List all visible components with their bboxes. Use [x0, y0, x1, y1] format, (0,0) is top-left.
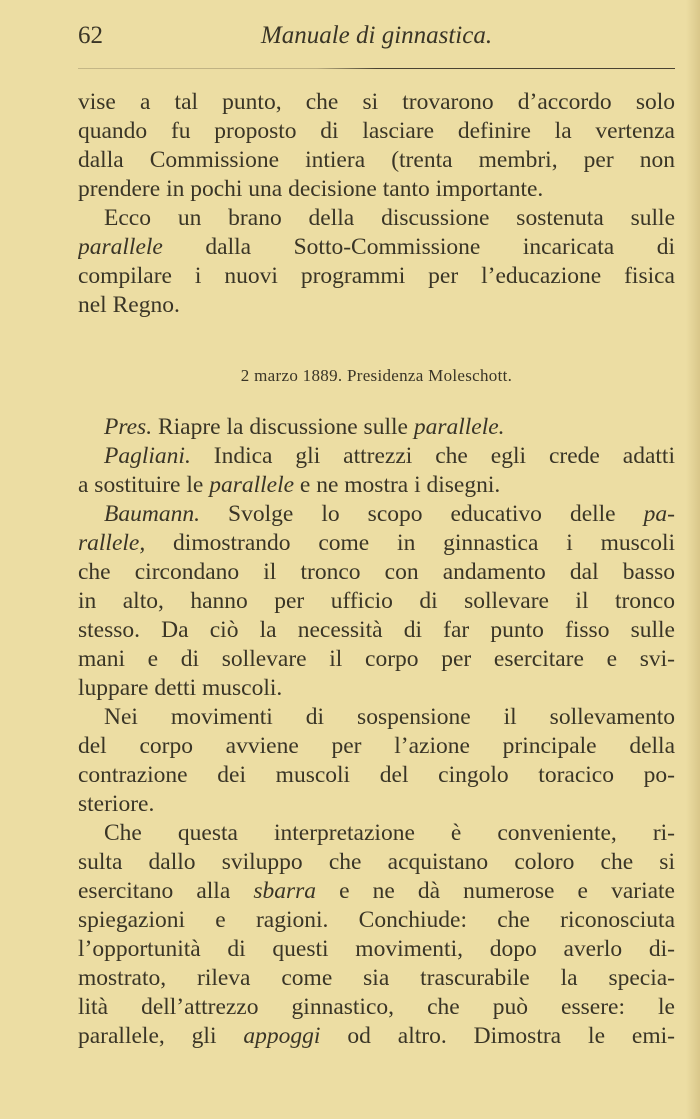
text-segment: esercitano alla	[78, 878, 254, 904]
text-line	[78, 117, 675, 146]
text-segment: contrazione dei muscoli del cingolo toracico po-	[78, 762, 675, 788]
text-line	[78, 291, 675, 320]
text-line	[78, 645, 675, 674]
text-line	[78, 674, 675, 703]
text-segment: spiegazioni e ragioni. Conchiude: che riconosciuta	[78, 907, 675, 933]
text-segment: del corpo avviene per l’azione principale della	[78, 733, 675, 759]
text-line	[78, 204, 675, 233]
text-segment: mostrato, rileva come sia trascurabile la specia-	[78, 965, 675, 991]
text-line	[78, 146, 675, 175]
text-segment: Riapre la discussione sulle	[152, 414, 414, 440]
text-line	[78, 175, 675, 204]
text-segment: sulta dallo sviluppo che acquistano coloro che si	[78, 849, 675, 875]
text-segment: che circondano il tronco con andamento dal basso	[78, 559, 675, 585]
text-segment: Indica gli attrezzi che egli crede adatti	[190, 443, 675, 469]
text-segment: compilare i nuovi programmi per l’educazione fisica	[78, 263, 675, 289]
text-segment: nel Regno.	[78, 292, 180, 318]
italic-text: rallele,	[78, 530, 146, 556]
italic-text: appoggi	[243, 1023, 321, 1049]
text-segment: steriore.	[78, 791, 155, 817]
body-text-discussion	[78, 413, 675, 1051]
text-line	[78, 616, 675, 645]
text-line	[78, 558, 675, 587]
text-segment: parallele, gli	[78, 1023, 244, 1049]
session-date-line: 2 marzo 1889. Presidenza Moleschott.	[240, 366, 513, 385]
text-line	[78, 233, 675, 262]
text-segment: dimostrando come in ginnastica i muscoli	[145, 530, 675, 556]
text-segment: dalla Sotto-Commissione incaricata di	[162, 234, 675, 260]
header-rule	[78, 68, 675, 69]
italic-text: Pagliani.	[104, 443, 191, 469]
page-header	[78, 22, 675, 56]
text-line	[78, 935, 675, 964]
text-segment: e ne dà numerose e variate	[316, 878, 675, 904]
text-line	[78, 529, 675, 558]
italic-text: Pres.	[104, 414, 153, 440]
text-line	[78, 587, 675, 616]
text-line	[78, 471, 675, 500]
text-segment: quando fu proposto di lasciare definire la vertenza	[78, 118, 675, 144]
text-line	[78, 262, 675, 291]
page-number: 62	[78, 22, 103, 49]
text-line	[78, 761, 675, 790]
text-segment: lità dell’attrezzo ginnastico, che può essere: le	[78, 994, 675, 1020]
text-segment: Svolge lo scopo educativo delle	[199, 501, 644, 527]
text-line	[78, 413, 675, 442]
text-line	[78, 88, 675, 117]
text-segment: e ne mostra i disegni.	[294, 472, 501, 498]
text-segment: prendere in pochi una decisione tanto importante.	[78, 176, 544, 202]
text-line	[78, 790, 675, 819]
text-line	[78, 500, 675, 529]
text-segment: a sostituire le	[78, 472, 210, 498]
text-segment: vise a tal punto, che si trovarono d’accordo solo	[78, 89, 675, 115]
running-title: Manuale di ginnastica.	[260, 22, 493, 49]
text-segment: od altro. Dimostra le emi-	[320, 1023, 675, 1049]
page-edge-shadow	[686, 0, 700, 1119]
text-line	[78, 819, 675, 848]
text-line	[78, 993, 675, 1022]
text-segment: Ecco un brano della discussione sostenuta sulle	[104, 205, 675, 231]
italic-text: Baumann.	[104, 501, 200, 527]
text-line	[78, 703, 675, 732]
italic-text: pa-	[643, 501, 675, 527]
italic-text: sbarra	[253, 878, 317, 904]
text-line	[78, 877, 675, 906]
italic-text: parallele	[78, 234, 163, 260]
text-segment: luppare detti muscoli.	[78, 675, 283, 701]
text-segment: Nei movimenti di sospensione il sollevamento	[104, 704, 675, 730]
text-line	[78, 906, 675, 935]
text-line	[78, 848, 675, 877]
italic-text: parallele.	[413, 414, 505, 440]
text-line	[78, 964, 675, 993]
text-line	[78, 732, 675, 761]
text-segment: l’opportunità di questi movimenti, dopo averlo di-	[78, 936, 675, 962]
text-line	[78, 1022, 675, 1051]
text-segment: Che questa interpretazione è conveniente, ri-	[104, 820, 675, 846]
text-segment: stesso. Da ciò la necessità di far punto fisso sulle	[78, 617, 675, 643]
text-segment: mani e di sollevare il corpo per esercitare e svi-	[78, 646, 675, 672]
body-text-top	[78, 88, 675, 320]
text-segment: dalla Commissione intiera (trenta membri, per non	[78, 147, 675, 173]
text-segment: in alto, hanno per ufficio di sollevare il tronco	[78, 588, 675, 614]
text-line	[78, 442, 675, 471]
italic-text: parallele	[209, 472, 295, 498]
